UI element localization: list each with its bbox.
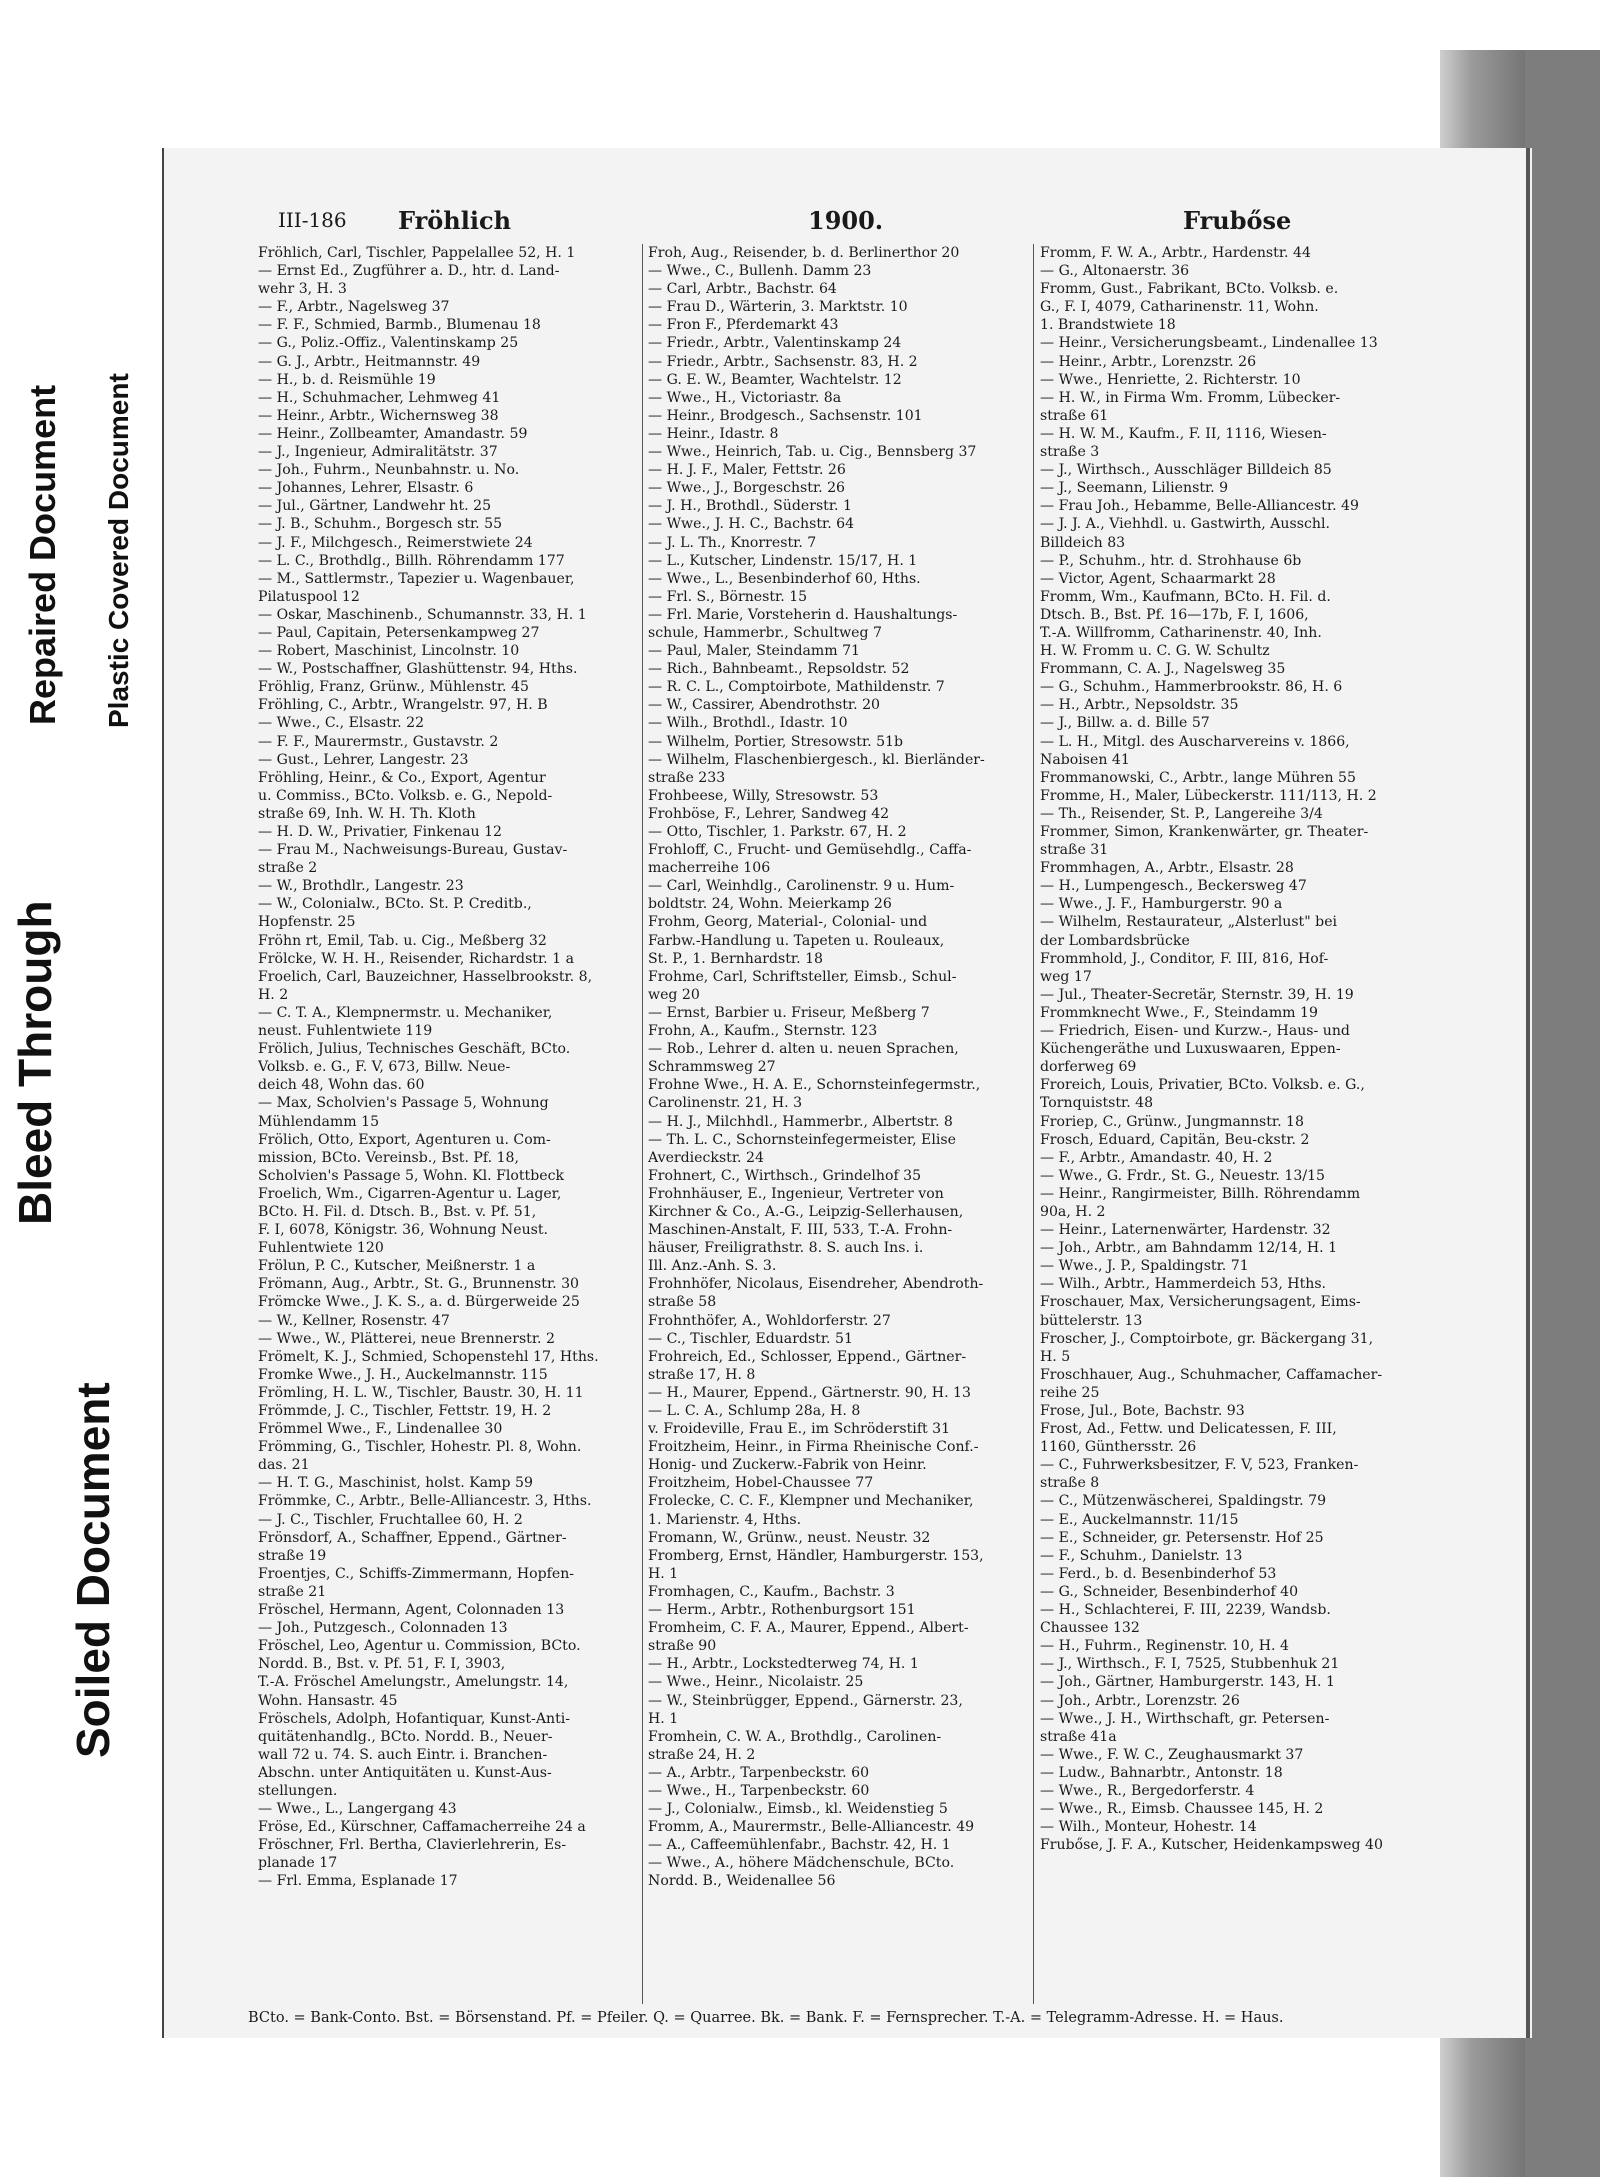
directory-entry-line: Mühlendamm 15 [258, 1113, 380, 1130]
directory-entry-line: — W., Cassirer, Abendrothstr. 20 [648, 697, 881, 714]
directory-entry-line: — H. T. G., Maschinist, holst. Kamp 59 [258, 1475, 533, 1492]
header-last-entry: Frubőse [1183, 206, 1292, 235]
directory-entry-line: Naboisen 41 [1040, 751, 1130, 768]
directory-entry-line: boldtstr. 24, Wohn. Meierkamp 26 [648, 896, 892, 913]
directory-entry-line: Froh, Aug., Reisender, b. d. Berlinerthor 20 [648, 245, 960, 261]
directory-entry-line: — J. J. A., Viehhdl. u. Gastwirth, Ausschl. [1040, 516, 1330, 533]
directory-entry-line: wehr 3, H. 3 [258, 281, 347, 298]
directory-entry-line: — W., Brothdlr., Langestr. 23 [258, 878, 464, 895]
directory-entry-line: — Wilhelm, Portier, Stresowstr. 51b [648, 733, 904, 750]
directory-entry-line: — J. F., Milchgesch., Reimerstwiete 24 [258, 534, 533, 551]
directory-entry-line: Frolecke, C. C. F., Klempner und Mechaniker, [648, 1493, 974, 1510]
directory-entry-line: — F., Arbtr., Amandastr. 40, H. 2 [1040, 1149, 1273, 1166]
directory-entry-line: Fromheim, C. F. A., Maurer, Eppend., Albert- [648, 1620, 969, 1637]
directory-entry-line: — Wwe., H., Victoriastr. 8a [648, 389, 842, 406]
directory-entry-line: — J. B., Schuhm., Borgesch str. 55 [258, 516, 503, 533]
directory-entry-line: — Ernst, Barbier u. Friseur, Meßberg 7 [648, 1004, 930, 1021]
directory-entry-line: der Lombardsbrücke [1040, 932, 1190, 949]
directory-entry-line: Frömelt, K. J., Schmied, Schopenstehl 17, Hths. [258, 1348, 599, 1365]
directory-entry-line: — Wwe., L., Langergang 43 [258, 1801, 457, 1818]
directory-entry-line: — Wwe., W., Plätterei, neue Brennerstr. 2 [258, 1330, 555, 1347]
directory-entry-line: straße 17, H. 8 [648, 1366, 756, 1383]
directory-entry-line: — Herm., Arbtr., Rothenburgsort 151 [648, 1602, 916, 1619]
directory-entry-line: — H. D. W., Privatier, Finkenau 12 [258, 824, 503, 840]
directory-entry-line: Honig- und Zuckerw.-Fabrik von Heinr. [648, 1457, 927, 1474]
directory-entry-line: Froscher, J., Comptoirbote, gr. Bäckergang 31, [1040, 1330, 1374, 1347]
directory-entry-line: — Gust., Lehrer, Langestr. 23 [258, 751, 469, 768]
directory-entry-line: — Frl. Marie, Vorsteherin d. Haushaltungs- [648, 606, 958, 623]
directory-entry-line: H. 1 [648, 1710, 679, 1727]
directory-entry-line: Fromke Wwe., J. H., Auckelmannstr. 115 [258, 1366, 548, 1383]
directory-entry-line: Froitzheim, Heinr., in Firma Rheinische Conf.- [648, 1439, 979, 1456]
directory-entry-line: — Heinr., Zollbeamter, Amandastr. 59 [258, 425, 528, 442]
directory-entry-line: straße 3 [1040, 444, 1100, 461]
directory-entry-line: Frömcke Wwe., J. K. S., a. d. Bürgerweide 25 [258, 1294, 580, 1311]
directory-entry-line: — Wwe., Heinrich, Tab. u. Cig., Bennsberg 37 [648, 444, 977, 461]
directory-entry-line: Schrammsweg 27 [648, 1059, 776, 1076]
label-plastic-covered-document: Plastic Covered Document [103, 373, 134, 728]
directory-entry-line: Fuhlentwiete 120 [258, 1240, 384, 1257]
directory-entry-line: — A., Arbtr., Tarpenbeckstr. 60 [648, 1764, 870, 1781]
directory-entry-line: — Joh., Fuhrm., Neunbahnstr. u. No. [258, 462, 520, 479]
directory-entry-line: Froschhauer, Aug., Schuhmacher, Caffamacher- [1040, 1366, 1383, 1383]
directory-entry-line: Frohreich, Ed., Schlosser, Eppend., Gärtner- [648, 1348, 967, 1365]
directory-entry-line: — Paul, Maler, Steindamm 71 [648, 643, 861, 660]
directory-entry-line: — Joh., Gärtner, Hamburgerstr. 143, H. 1 [1040, 1674, 1335, 1691]
directory-entry-line: — H., Lumpengesch., Beckersweg 47 [1040, 878, 1307, 895]
directory-entry-line: — J., Ingenieur, Admiralitätstr. 37 [258, 444, 498, 461]
directory-entry-line: Frölcke, W. H. H., Reisender, Richardstr. 1 a [258, 950, 574, 967]
directory-entry-line: — Otto, Tischler, 1. Parkstr. 67, H. 2 [648, 824, 907, 840]
directory-entry-line: — C., Mützenwäscherei, Spaldingstr. 79 [1040, 1493, 1327, 1510]
directory-entry-line: — H., Schuhmacher, Lehmweg 41 [258, 389, 501, 406]
directory-entry-line: Froelich, Wm., Cigarren-Agentur u. Lager, [258, 1185, 562, 1202]
page-edge [1526, 148, 1530, 2038]
directory-entry-line: — F., Schuhm., Danielstr. 13 [1040, 1547, 1243, 1564]
directory-entry-line: — F. F., Maurermstr., Gustavstr. 2 [258, 733, 499, 750]
directory-entry-line: — J., Seemann, Lilienstr. 9 [1040, 480, 1229, 497]
directory-entry-line: straße 69, Inh. W. H. Th. Kloth [258, 805, 476, 822]
directory-entry-line: — Wwe., Heinr., Nicolaistr. 25 [648, 1674, 864, 1691]
directory-entry-line: Frohnhöfer, Nicolaus, Eisendreher, Abendroth- [648, 1276, 984, 1293]
directory-entry-line: — Wilh., Monteur, Hohestr. 14 [1040, 1819, 1257, 1836]
directory-entry-line: — H., Arbtr., Lockstedterweg 74, H. 1 [648, 1656, 919, 1673]
directory-entry-line: — Robert, Maschinist, Lincolnstr. 10 [258, 643, 520, 660]
directory-entry-line: — W., Colonialw., BCto. St. P. Creditb., [258, 896, 532, 913]
directory-entry-line: — P., Schuhm., htr. d. Strohhause 6b [1040, 552, 1302, 569]
directory-entry-line: Frommann, C. A. J., Nagelsweg 35 [1040, 661, 1286, 678]
directory-entry-line: das. 21 [258, 1457, 310, 1474]
directory-entry-line: Frosch, Eduard, Capitän, Beu-ckstr. 2 [1040, 1131, 1310, 1148]
directory-entry-line: straße 2 [258, 860, 318, 877]
directory-entry-line: — Jul., Gärtner, Landwehr ht. 25 [258, 498, 492, 515]
directory-entry-line: Kirchner & Co., A.-G., Leipzig-Sellerhausen, [648, 1203, 964, 1220]
directory-entry-line: — W., Steinbrügger, Eppend., Gärnerstr. 23, [648, 1692, 963, 1709]
directory-entry-line: weg 20 [648, 986, 700, 1003]
directory-entry-line: — Jul., Theater-Secretär, Sternstr. 39, H. 19 [1040, 986, 1354, 1003]
directory-entry-line: — Paul, Capitain, Petersenkampweg 27 [258, 624, 540, 641]
directory-entry-line: 1160, Günthersstr. 26 [1040, 1439, 1197, 1456]
header-year: 1900. [808, 206, 884, 235]
directory-entry-line: Tornquiststr. 48 [1040, 1095, 1154, 1112]
directory-entry-line: — C., Fuhrwerksbesitzer, F. V, 523, Franken- [1040, 1457, 1359, 1474]
directory-entry-line: — Heinr., Rangirmeister, Billh. Röhrendamm [1040, 1185, 1361, 1202]
directory-entry-line: T.-A. Fröschel Amelungstr., Amelungstr. 14, [258, 1674, 569, 1691]
page-header [248, 206, 1292, 242]
directory-entry-line: Frubőse, J. F. A., Kutscher, Heidenkampsweg 40 [1040, 1837, 1383, 1854]
directory-entry-line: — G., Poliz.-Offiz., Valentinskamp 25 [258, 335, 519, 352]
directory-entry-line: — Joh., Arbtr., Lorenzstr. 26 [1040, 1692, 1240, 1709]
directory-entry-line: Froschauer, Max, Versicherungsagent, Eims- [1040, 1294, 1361, 1311]
directory-entry-line: Frohnthöfer, A., Wohldorferstr. 27 [648, 1312, 891, 1329]
directory-entry-line: — H., Arbtr., Nepsoldstr. 35 [1040, 697, 1239, 714]
directory-entry-line: — L., Kutscher, Lindenstr. 15/17, H. 1 [648, 552, 918, 569]
directory-entry-line: — F. F., Schmied, Barmb., Blumenau 18 [258, 317, 541, 334]
directory-entry-line: — Wwe., C., Elsastr. 22 [258, 715, 425, 732]
directory-entry-line: 90a, H. 2 [1040, 1203, 1106, 1220]
directory-entry-line: Frommhold, J., Conditor, F. III, 816, Hof- [1040, 950, 1329, 967]
directory-entry-line: Maschinen-Anstalt, F. III, 533, T.-A. Frohn- [648, 1222, 953, 1239]
directory-entry-line: quitätenhandlg., BCto. Nordd. B., Neuer- [258, 1728, 553, 1745]
directory-entry-line: Frohnert, C., Wirthsch., Grindelhof 35 [648, 1167, 922, 1184]
directory-entry-line: Carolinenstr. 21, H. 3 [648, 1095, 803, 1112]
directory-entry-line: Fröschner, Frl. Bertha, Clavierlehrerin, Es- [258, 1837, 567, 1854]
directory-entry-line: — Heinr., Brodgesch., Sachsenstr. 101 [648, 407, 923, 424]
directory-entry-line: mission, BCto. Vereinsb., Bst. Pf. 18, [258, 1149, 519, 1166]
directory-entry-line: Fromberg, Ernst, Händler, Hamburgerstr. 153, [648, 1547, 984, 1564]
directory-entry-line: Fröse, Ed., Kürschner, Caffamacherreihe 24 a [258, 1819, 586, 1836]
directory-entry-line: Frohn, A., Kaufm., Sternstr. 123 [648, 1023, 878, 1040]
directory-entry-line: — Wwe., L., Besenbinderhof 60, Hths. [648, 570, 921, 587]
directory-entry-line: — Th. L. C., Schornsteinfegermeister, Elise [648, 1131, 956, 1148]
directory-entry-line: H. 2 [258, 986, 289, 1003]
directory-entry-line: straße 31 [1040, 842, 1109, 859]
directory-entry-line: Abschn. unter Antiquitäten u. Kunst-Aus- [258, 1764, 552, 1781]
directory-entry-line: — Victor, Agent, Schaarmarkt 28 [1040, 570, 1276, 587]
directory-entry-line: reihe 25 [1040, 1384, 1100, 1401]
directory-entry-line: Fröhn rt, Emil, Tab. u. Cig., Meßberg 32 [258, 932, 547, 949]
directory-entry-line: Fröhlig, Franz, Grünw., Mühlenstr. 45 [258, 679, 529, 696]
label-soiled-document: Soiled Document [67, 1382, 119, 1758]
directory-column-3 [1040, 244, 1435, 1854]
directory-entry-line: — Wwe., R., Bergedorferstr. 4 [1040, 1782, 1255, 1799]
directory-entry-line: v. Froideville, Frau E., im Schröderstift 31 [648, 1421, 951, 1438]
directory-entry-line: Dtsch. B., Bst. Pf. 16—17b, F. I, 1606, [1040, 606, 1309, 623]
directory-entry-line: — Joh., Putzgesch., Colonnaden 13 [258, 1620, 508, 1637]
directory-entry-line: — Fron F., Pferdemarkt 43 [648, 317, 839, 334]
directory-entry-line: Frömmke, C., Arbtr., Belle-Alliancestr. 3, Hths. [258, 1493, 592, 1510]
directory-entry-line: — Wwe., J., Borgeschstr. 26 [648, 480, 846, 497]
directory-entry-line: Frömling, H. L. W., Tischler, Baustr. 30, H. 11 [258, 1384, 584, 1401]
directory-entry-line: Wohn. Hansastr. 45 [258, 1692, 398, 1709]
directory-entry-line: — G. J., Arbtr., Heitmannstr. 49 [258, 353, 481, 370]
directory-entry-line: Froelich, Carl, Bauzeichner, Hasselbrookstr. 8, [258, 968, 593, 985]
directory-entry-line: Frönsdorf, A., Schaffner, Eppend., Gärtner- [258, 1529, 567, 1546]
directory-entry-line: Frose, Jul., Bote, Bachstr. 93 [1040, 1403, 1245, 1419]
directory-entry-line: Nordd. B., Bst. v. Pf. 51, F. I, 3903, [258, 1656, 506, 1673]
directory-entry-line: — H. W. M., Kaufm., F. II, 1116, Wiesen- [1040, 425, 1327, 442]
directory-entry-line: straße 8 [1040, 1475, 1100, 1492]
directory-entry-line: — L. H., Mitgl. des Auscharvereins v. 1866, [1040, 733, 1350, 750]
directory-entry-line: Frömann, Aug., Arbtr., St. G., Brunnenstr. 30 [258, 1276, 580, 1293]
directory-entry-line: Fromhein, C. W. A., Brothdlg., Carolinen- [648, 1728, 942, 1745]
directory-entry-line: Frölich, Julius, Technisches Geschäft, BCto. [258, 1041, 571, 1058]
directory-entry-line: — Wwe., H., Tarpenbeckstr. 60 [648, 1782, 870, 1799]
directory-entry-line: Froriep, C., Grünw., Jungmannstr. 18 [1040, 1113, 1304, 1130]
directory-entry-line: Frommknecht Wwe., F., Steindamm 19 [1040, 1004, 1318, 1021]
directory-entry-line: Chaussee 132 [1040, 1620, 1140, 1637]
directory-entry-line: Frömmde, J. C., Tischler, Fettstr. 19, H. 2 [258, 1403, 552, 1419]
directory-entry-line: wall 72 u. 74. S. auch Eintr. i. Branchen- [258, 1746, 548, 1763]
directory-entry-line: straße 90 [648, 1638, 717, 1655]
directory-entry-line: — R. C. L., Comptoirbote, Mathildenstr. 7 [648, 679, 945, 696]
directory-entry-line: Küchengeräthe und Luxuswaaren, Eppen- [1040, 1041, 1341, 1058]
directory-entry-line: — Rob., Lehrer d. alten u. neuen Sprachen, [648, 1041, 959, 1058]
directory-entry-line: — Joh., Arbtr., am Bahndamm 12/14, H. 1 [1040, 1240, 1338, 1257]
directory-entry-line: Fromm, F. W. A., Arbtr., Hardenstr. 44 [1040, 245, 1311, 261]
directory-entry-line: — Wwe., Henriette, 2. Richterstr. 10 [1040, 371, 1301, 388]
directory-entry-line: Nordd. B., Weidenallee 56 [648, 1873, 836, 1890]
directory-entry-line: weg 17 [1040, 968, 1092, 985]
directory-entry-line: — Wwe., F. W. C., Zeughausmarkt 37 [1040, 1746, 1304, 1763]
directory-entry-line: BCto. H. Fil. d. Dtsch. B., Bst. v. Pf. 51, [258, 1203, 537, 1220]
directory-entry-line: — Oskar, Maschinenb., Schumannstr. 33, H. 1 [258, 606, 587, 623]
directory-entry-line: — Heinr., Laternenwärter, Hardenstr. 32 [1040, 1222, 1331, 1239]
directory-entry-line: — J. L. Th., Knorrestr. 7 [648, 534, 817, 551]
directory-entry-line: Frölun, P. C., Kutscher, Meißnerstr. 1 a [258, 1258, 536, 1275]
header-first-entry: Fröhlich [398, 206, 512, 235]
directory-entry-line: — G., Altonaerstr. 36 [1040, 263, 1190, 280]
directory-entry-line: T.-A. Willfromm, Catharinenstr. 40, Inh. [1040, 624, 1322, 641]
directory-entry-line: 1. Brandstwiete 18 [1040, 317, 1176, 334]
directory-entry-line: straße 233 [648, 769, 726, 786]
directory-entry-line: Fromme, H., Maler, Lübeckerstr. 111/113, H. 2 [1040, 787, 1377, 804]
directory-entry-line: — H., b. d. Reismühle 19 [258, 371, 436, 388]
scan-background-strip [1525, 50, 1600, 2177]
directory-entry-line: Frommhagen, A., Arbtr., Elsastr. 28 [1040, 860, 1294, 877]
directory-entry-line: Frohloff, C., Frucht- und Gemüsehdlg., Caffa- [648, 842, 972, 859]
directory-entry-line: — E., Auckelmannstr. 11/15 [1040, 1511, 1239, 1528]
directory-entry-line: — W., Postschaffner, Glashüttenstr. 94, Hths. [258, 661, 578, 678]
directory-entry-line: — H. J. F., Maler, Fettstr. 26 [648, 462, 846, 479]
directory-entry-line: Fromann, W., Grünw., neust. Neustr. 32 [648, 1529, 931, 1546]
directory-entry-line: Scholvien's Passage 5, Wohn. Kl. Flottbeck [258, 1167, 565, 1184]
directory-entry-line: — J. C., Tischler, Fruchtallee 60, H. 2 [258, 1511, 523, 1528]
directory-entry-line: 1. Marienstr. 4, Hths. [648, 1511, 802, 1528]
directory-entry-line: schule, Hammerbr., Schultweg 7 [648, 624, 882, 641]
directory-column-1 [258, 244, 653, 1891]
directory-column-2 [648, 244, 1043, 1891]
directory-entry-line: — H., Schlachterei, F. III, 2239, Wandsb. [1040, 1602, 1331, 1619]
directory-entry-line: straße 41a [1040, 1728, 1117, 1745]
directory-entry-line: — Wwe., C., Bullenh. Damm 23 [648, 263, 872, 280]
directory-entry-line: — Heinr., Arbtr., Lorenzstr. 26 [1040, 353, 1257, 370]
directory-entry-line: Volksb. e. G., F. V, 673, Billw. Neue- [258, 1059, 511, 1076]
directory-entry-line: — Wwe., J. H. C., Bachstr. 64 [648, 516, 855, 533]
directory-entry-line: straße 61 [1040, 407, 1109, 424]
directory-entry-line: u. Commiss., BCto. Volksb. e. G., Nepold- [258, 787, 553, 804]
directory-entry-line: — J., Wirthsch., Ausschläger Billdeich 85 [1040, 462, 1332, 479]
directory-entry-line: — L. C. A., Schlump 28a, H. 8 [648, 1403, 861, 1419]
directory-entry-line: — Johannes, Lehrer, Elsastr. 6 [258, 480, 474, 497]
directory-entry-line: St. P., 1. Bernhardstr. 18 [648, 950, 824, 967]
directory-entry-line: — Wilhelm, Restaurateur, „Alsterlust" bei [1040, 914, 1338, 931]
directory-entry-line: — H. J., Milchhdl., Hammerbr., Albertstr. 8 [648, 1113, 953, 1130]
directory-entry-line: Frost, Ad., Fettw. und Delicatessen, F. III, [1040, 1421, 1337, 1438]
directory-entry-line: häuser, Freiligrathstr. 8. S. auch Ins. i. [648, 1240, 924, 1257]
directory-entry-line: Fröschel, Hermann, Agent, Colonnaden 13 [258, 1602, 565, 1619]
directory-entry-line: — Wwe., J. F., Hamburgerstr. 90 a [1040, 896, 1283, 913]
directory-entry-line: Fröschel, Leo, Agentur u. Commission, BCto. [258, 1638, 581, 1655]
directory-entry-line: Fromm, Gust., Fabrikant, BCto. Volksb. e. [1040, 281, 1339, 298]
directory-entry-line: Fröhling, C., Arbtr., Wrangelstr. 97, H. B [258, 697, 548, 714]
directory-entry-line: — Th., Reisender, St. P., Langereihe 3/4 [1040, 805, 1323, 822]
directory-entry-line: planade 17 [258, 1855, 338, 1872]
directory-entry-line: straße 24, H. 2 [648, 1746, 756, 1763]
abbreviation-legend: BCto. = Bank-Conto. Bst. = Börsenstand. Pf. = Pfeiler. Q. = Quarree. Bk. = Bank. F. = Fernsprecher. T.-A. = Telegramm-Adresse. H. = Haus. [248, 2010, 1284, 2026]
directory-entry-line: Ill. Anz.-Anh. S. 3. [648, 1258, 777, 1275]
directory-entry-line: — Heinr., Arbtr., Wichernsweg 38 [258, 407, 499, 424]
directory-entry-line: Froentjes, C., Schiffs-Zimmermann, Hopfen- [258, 1565, 575, 1582]
directory-entry-line: — F., Arbtr., Nagelsweg 37 [258, 299, 450, 316]
top-margin [0, 0, 1600, 50]
directory-entry-line: Fromm, A., Maurermstr., Belle-Alliancestr. 49 [648, 1819, 975, 1836]
directory-entry-line: macherreihe 106 [648, 860, 771, 877]
directory-entry-line: Pilatuspool 12 [258, 588, 360, 605]
directory-entry-line: — Max, Scholvien's Passage 5, Wohnung [258, 1095, 549, 1112]
directory-entry-line: — Wwe., A., höhere Mädchenschule, BCto. [648, 1855, 955, 1872]
directory-entry-line: Frömming, G., Tischler, Hohestr. Pl. 8, Wohn. [258, 1439, 582, 1456]
directory-entry-line: — A., Caffeemühlenfabr., Bachstr. 42, H. 1 [648, 1837, 951, 1854]
directory-entry-line: Froreich, Louis, Privatier, BCto. Volksb. e. G., [1040, 1077, 1365, 1094]
directory-entry-line: Frohnhäuser, E., Ingenieur, Vertreter von [648, 1185, 944, 1202]
directory-entry-line: — Carl, Weinhdlg., Carolinenstr. 9 u. Hum- [648, 878, 955, 895]
directory-entry-line: Frohbeese, Willy, Stresowstr. 53 [648, 787, 879, 804]
directory-entry-line: Frömmel Wwe., F., Lindenallee 30 [258, 1421, 503, 1438]
directory-entry-line: — Friedr., Arbtr., Sachsenstr. 83, H. 2 [648, 353, 918, 370]
directory-entry-line: — E., Schneider, gr. Petersenstr. Hof 25 [1040, 1529, 1324, 1546]
directory-entry-line: neust. Fuhlentwiete 119 [258, 1023, 433, 1040]
directory-entry-line: straße 21 [258, 1583, 327, 1600]
directory-entry-line: büttelerstr. 13 [1040, 1312, 1143, 1329]
directory-entry-line: — J. H., Brothdl., Süderstr. 1 [648, 498, 852, 515]
directory-entry-line: — Frl. S., Börnestr. 15 [648, 588, 808, 605]
directory-entry-line: Billdeich 83 [1040, 534, 1126, 551]
directory-entry-line: — Frau Joh., Hebamme, Belle-Alliancestr. 49 [1040, 498, 1359, 515]
directory-entry-line: Frohne Wwe., H. A. E., Schornsteinfegermstr., [648, 1077, 981, 1094]
directory-entry-line: — Ernst Ed., Zugführer a. D., htr. d. Land- [258, 263, 560, 280]
directory-entry-line: Frommanowski, C., Arbtr., lange Mühren 55 [1040, 769, 1356, 786]
directory-entry-line: — Wilhelm, Flaschenbiergesch., kl. Bierländer- [648, 751, 985, 768]
directory-entry-line: dorferweg 69 [1040, 1059, 1137, 1076]
directory-entry-line: — G., Schuhm., Hammerbrookstr. 86, H. 6 [1040, 679, 1343, 696]
directory-entry-line: H. 5 [1040, 1348, 1071, 1365]
directory-entry-line: Froitzheim, Hobel-Chaussee 77 [648, 1475, 874, 1492]
directory-entry-line: straße 58 [648, 1294, 717, 1311]
directory-entry-line: — J., Colonialw., Eimsb., kl. Weidenstieg 5 [648, 1801, 948, 1818]
directory-entry-line: — H., Maurer, Eppend., Gärtnerstr. 90, H. 13 [648, 1384, 971, 1401]
directory-entry-line: Hopfenstr. 25 [258, 914, 356, 931]
directory-entry-line: — Heinr., Idastr. 8 [648, 425, 779, 442]
page-number: III-186 [278, 208, 347, 232]
directory-entry-line: Farbw.-Handlung u. Tapeten u. Rouleaux, [648, 932, 945, 949]
directory-entry-line: Averdieckstr. 24 [648, 1149, 764, 1166]
directory-entry-line: F. I, 6078, Königstr. 36, Wohnung Neust. [258, 1222, 549, 1239]
directory-entry-line: — Ferd., b. d. Besenbinderhof 53 [1040, 1565, 1277, 1582]
directory-entry-line: Frölich, Otto, Export, Agenturen u. Com- [258, 1131, 551, 1148]
directory-entry-line: — J., Billw. a. d. Bille 57 [1040, 715, 1210, 732]
directory-entry-line: Frohm, Georg, Material-, Colonial- und [648, 914, 928, 931]
directory-entry-line: — H., Fuhrm., Reginenstr. 10, H. 4 [1040, 1638, 1289, 1655]
directory-entry-line: straße 19 [258, 1547, 327, 1564]
directory-entry-line: — Friedrich, Eisen- und Kurzw.-, Haus- und [1040, 1023, 1350, 1040]
directory-entry-line: Fröhlich, Carl, Tischler, Pappelallee 52, H. 1 [258, 245, 576, 261]
directory-entry-line: stellungen. [258, 1782, 338, 1799]
directory-entry-line: — Wwe., J. P., Spaldingstr. 71 [1040, 1258, 1249, 1275]
directory-entry-line: Frommer, Simon, Krankenwärter, gr. Theater- [1040, 824, 1369, 840]
directory-entry-line: — M., Sattlermstr., Tapezier u. Wagenbauer, [258, 570, 575, 587]
directory-entry-line: — Wwe., G. Frdr., St. G., Neuestr. 13/15 [1040, 1167, 1326, 1184]
directory-entry-line: H. W. Fromm u. C. G. W. Schultz [1040, 643, 1270, 660]
directory-entry-line: — Wilh., Brothdl., Idastr. 10 [648, 715, 848, 732]
directory-entry-line: Frohböse, F., Lehrer, Sandweg 42 [648, 805, 890, 822]
directory-entry-line: G., F. I, 4079, Catharinenstr. 11, Wohn. [1040, 299, 1319, 316]
directory-entry-line: Fromm, Wm., Kaufmann, BCto. H. Fil. d. [1040, 588, 1331, 605]
directory-entry-line: — Frl. Emma, Esplanade 17 [258, 1873, 458, 1890]
directory-entry-line: — C., Tischler, Eduardstr. 51 [648, 1330, 853, 1347]
directory-entry-line: — Rich., Bahnbeamt., Repsoldstr. 52 [648, 661, 910, 678]
directory-entry-line: — L. C., Brothdlg., Billh. Röhrendamm 177 [258, 552, 565, 569]
directory-entry-line: — W., Kellner, Rosenstr. 47 [258, 1312, 450, 1329]
label-repaired-document: Repaired Document [22, 384, 63, 725]
directory-entry-line: Fröhling, Heinr., & Co., Export, Agentur [258, 769, 546, 786]
directory-entry-line: — Frau D., Wärterin, 3. Marktstr. 10 [648, 299, 908, 316]
directory-entry-line: — Frau M., Nachweisungs-Bureau, Gustav- [258, 842, 568, 859]
directory-entry-line: deich 48, Wohn das. 60 [258, 1077, 425, 1094]
directory-entry-line: — Wwe., R., Eimsb. Chaussee 145, H. 2 [1040, 1801, 1324, 1818]
directory-entry-line: Frohme, Carl, Schriftsteller, Eimsb., Schul- [648, 968, 957, 985]
directory-entry-line: — Carl, Arbtr., Bachstr. 64 [648, 281, 837, 298]
directory-entry-line: — G., Schneider, Besenbinderhof 40 [1040, 1583, 1299, 1600]
directory-entry-line: — H. W., in Firma Wm. Fromm, Lübecker- [1040, 389, 1341, 406]
directory-entry-line: — G. E. W., Beamter, Wachtelstr. 12 [648, 371, 902, 388]
directory-entry-line: — Ludw., Bahnarbtr., Antonstr. 18 [1040, 1764, 1283, 1781]
directory-entry-line: — Wilh., Arbtr., Hammerdeich 53, Hths. [1040, 1276, 1327, 1293]
directory-entry-line: Fröschels, Adolph, Hofantiquar, Kunst-Anti- [258, 1710, 571, 1727]
directory-entry-line: — Wwe., J. H., Wirthschaft, gr. Petersen- [1040, 1710, 1330, 1727]
directory-entry-line: H. 1 [648, 1565, 679, 1582]
label-bleed-through: Bleed Through [9, 900, 61, 1225]
directory-entry-line: — C. T. A., Klempnermstr. u. Mechaniker, [258, 1004, 553, 1021]
directory-entry-line: — J., Wirthsch., F. I, 7525, Stubbenhuk 21 [1040, 1656, 1340, 1673]
directory-entry-line: Fromhagen, C., Kaufm., Bachstr. 3 [648, 1583, 895, 1600]
directory-entry-line: — Friedr., Arbtr., Valentinskamp 24 [648, 335, 902, 352]
directory-entry-line: — Heinr., Versicherungsbeamt., Lindenallee 13 [1040, 335, 1378, 352]
